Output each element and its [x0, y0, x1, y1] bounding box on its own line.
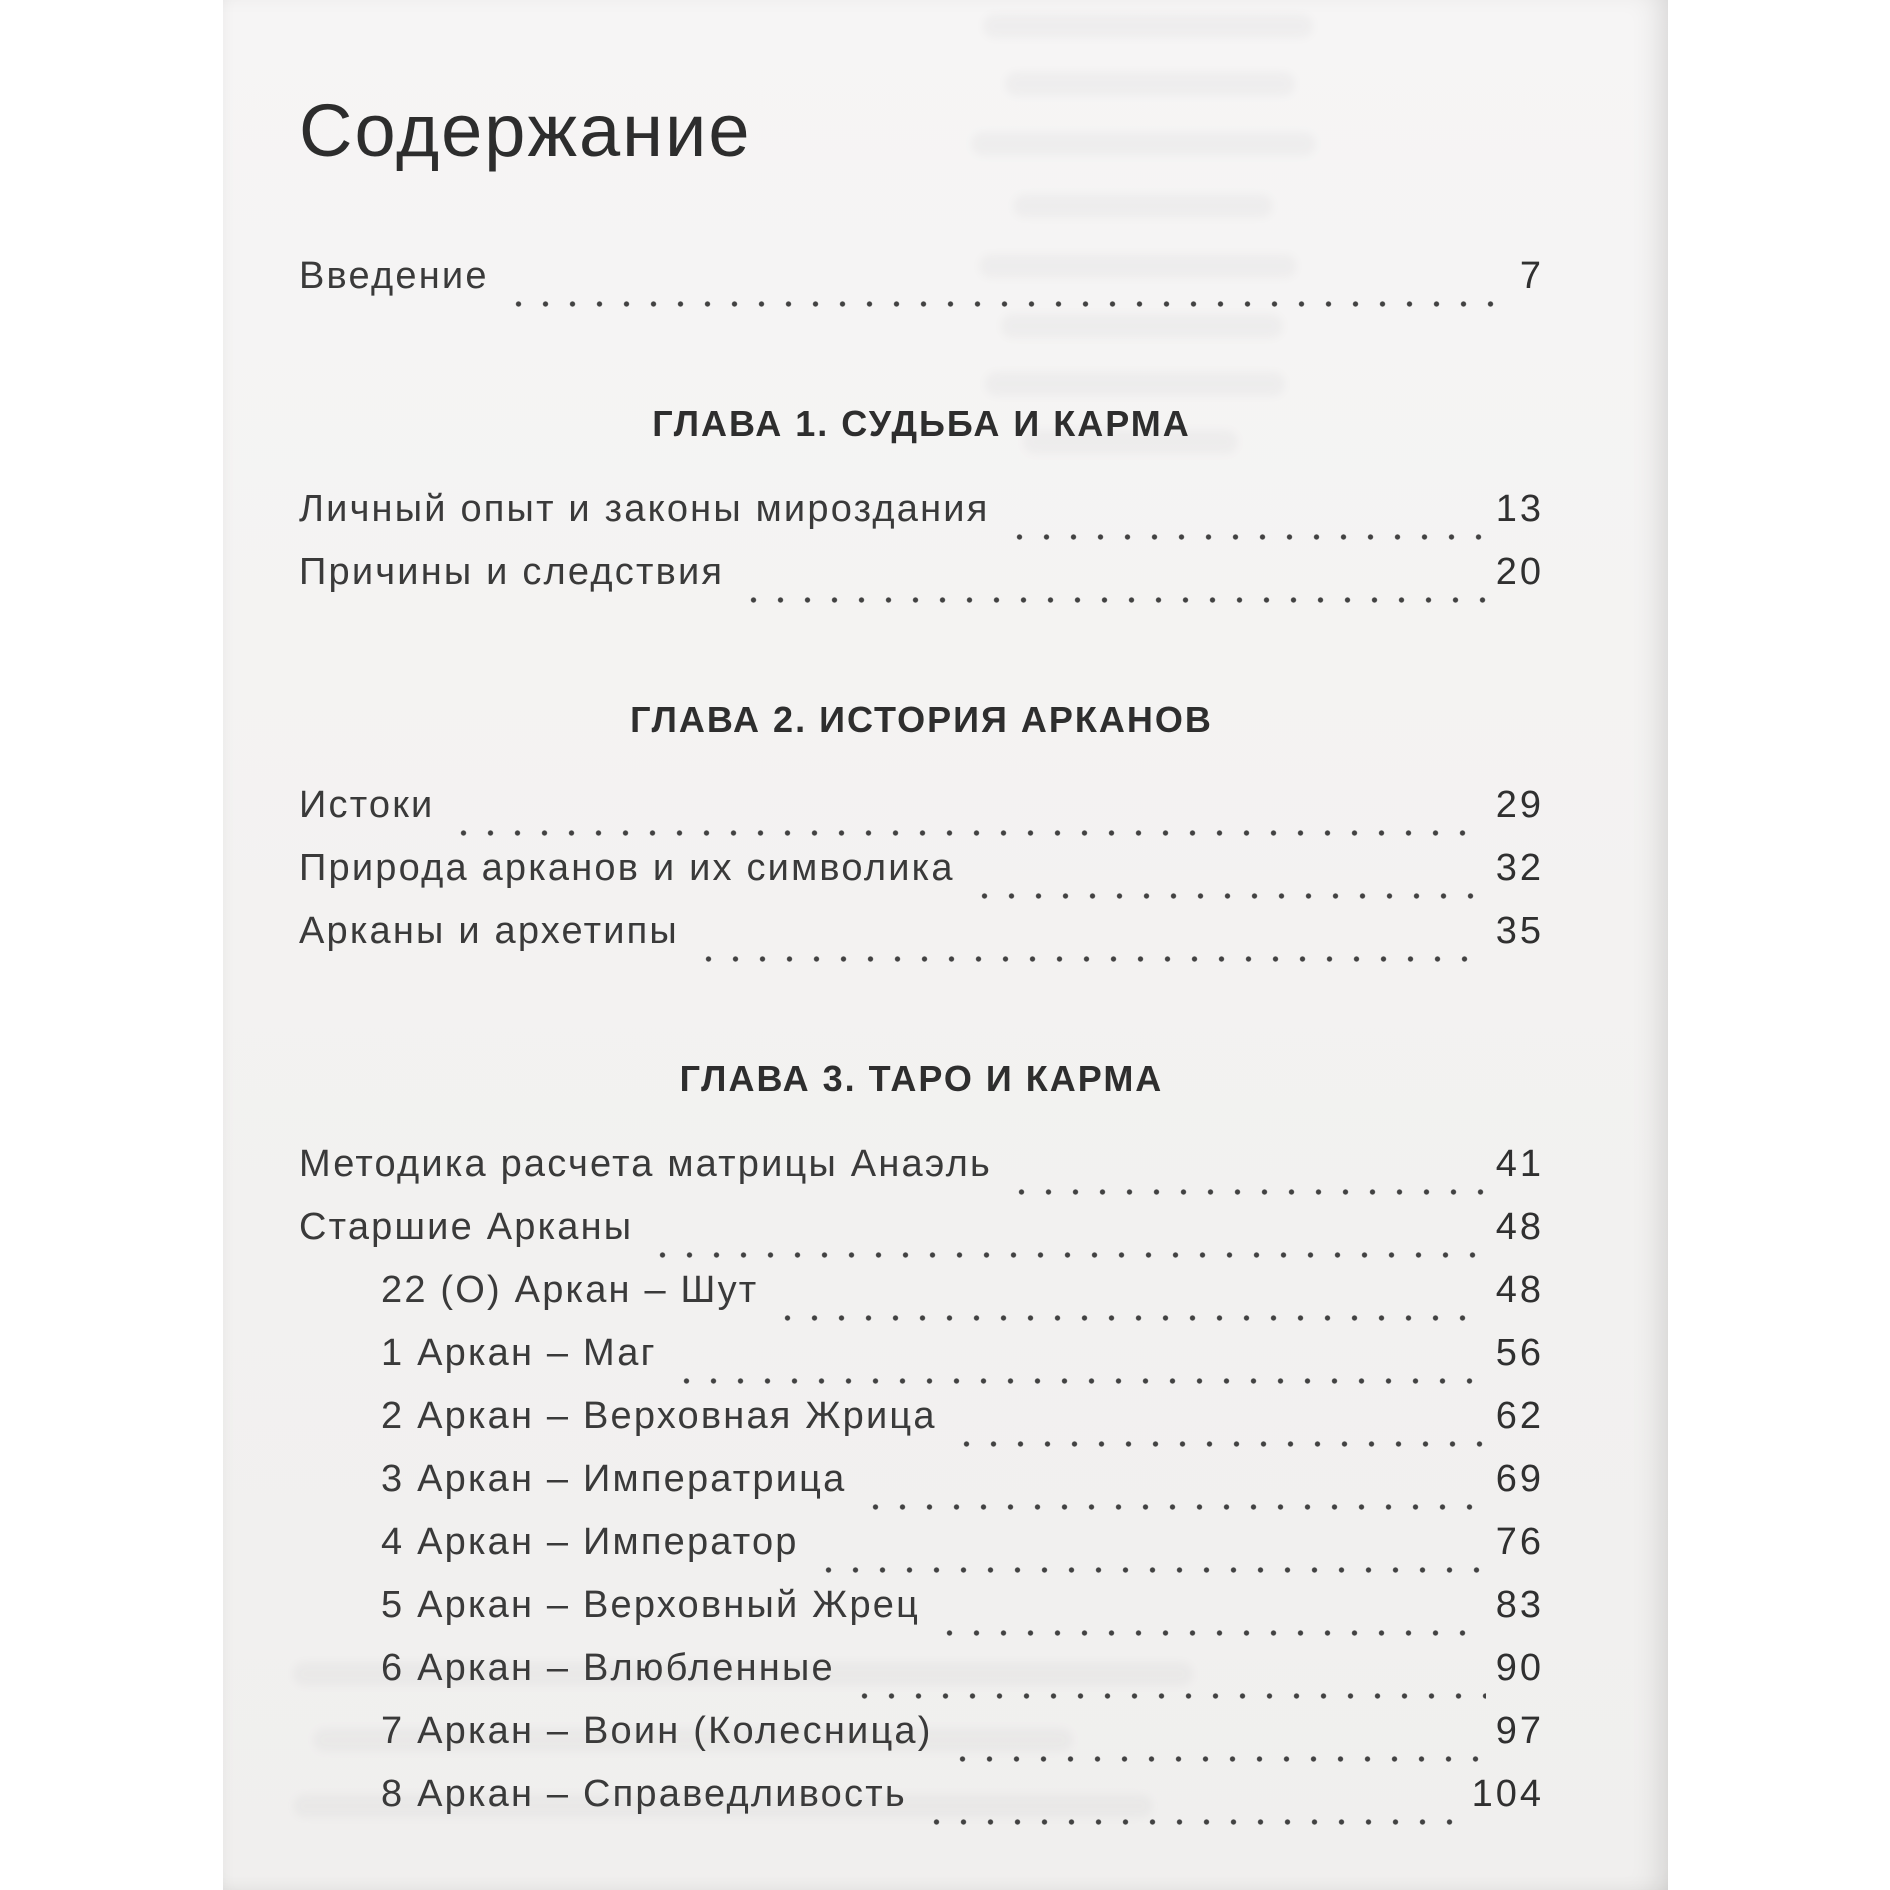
toc-page-number: 56	[1495, 1332, 1544, 1375]
toc-item-label: Методика расчета матрицы Анаэль	[299, 1143, 992, 1186]
toc-item	[299, 1584, 1544, 1647]
chapter-heading: ГЛАВА 2. ИСТОРИЯ АРКАНОВ	[630, 699, 1213, 741]
toc-page-number: 32	[1495, 847, 1544, 890]
dot-leader	[949, 1710, 1486, 1773]
toc-item-label: 2 Аркан – Верховная Жрица	[381, 1395, 937, 1438]
toc-item	[299, 1521, 1544, 1584]
toc-page-number: 90	[1495, 1647, 1544, 1690]
toc-item-label: 7 Аркан – Воин (Колесница)	[381, 1710, 933, 1753]
dot-leader	[851, 1647, 1486, 1710]
dot-leader	[1006, 488, 1486, 551]
toc-item	[299, 1269, 1544, 1332]
dot-leader	[695, 910, 1486, 973]
toc-page-number: 48	[1495, 1206, 1544, 1249]
toc-list	[299, 255, 1544, 1836]
toc-item	[299, 1395, 1544, 1458]
toc-page-number: 97	[1495, 1710, 1544, 1753]
dot-leader	[953, 1395, 1486, 1458]
toc-item-label: Арканы и архетипы	[299, 910, 679, 953]
toc-item-label: 22 (О) Аркан – Шут	[381, 1269, 759, 1312]
toc-item	[299, 255, 1544, 318]
toc-page-number: 69	[1495, 1458, 1544, 1501]
toc-item	[299, 1647, 1544, 1710]
toc-item	[299, 551, 1544, 614]
toc-page-number: 41	[1495, 1143, 1544, 1186]
toc-item	[299, 1773, 1544, 1836]
dot-leader	[923, 1773, 1462, 1836]
toc-item	[299, 488, 1544, 551]
toc-page-number: 83	[1495, 1584, 1544, 1627]
dot-leader	[936, 1584, 1486, 1647]
book-page	[223, 0, 1668, 1890]
toc-item-label: Природа арканов и их символика	[299, 847, 955, 890]
toc-item	[299, 1710, 1544, 1773]
dot-leader	[673, 1332, 1486, 1395]
toc-item	[299, 1143, 1544, 1206]
toc-item	[299, 1332, 1544, 1395]
toc-item	[299, 784, 1544, 847]
table-of-contents	[223, 0, 1668, 1890]
toc-page-number: 29	[1495, 784, 1544, 827]
dot-leader	[450, 784, 1485, 847]
dot-leader	[505, 255, 1510, 318]
toc-item-label: Причины и следствия	[299, 551, 725, 594]
toc-item-label: Личный опыт и законы мироздания	[299, 488, 990, 531]
chapter-heading: ГЛАВА 3. ТАРО И КАРМА	[679, 1058, 1164, 1100]
dot-leader	[774, 1269, 1485, 1332]
dot-leader	[1008, 1143, 1486, 1206]
page-title: Содержание	[299, 89, 752, 172]
toc-item	[299, 910, 1544, 973]
toc-page-number: 62	[1495, 1395, 1544, 1438]
dot-leader	[740, 551, 1486, 614]
toc-page-number: 7	[1519, 255, 1544, 298]
toc-page-number: 35	[1495, 910, 1544, 953]
dot-leader	[815, 1521, 1486, 1584]
toc-item-label: 8 Аркан – Справедливость	[381, 1773, 907, 1816]
toc-page-number: 13	[1495, 488, 1544, 531]
toc-item-label: Введение	[299, 255, 489, 298]
toc-item-label: 6 Аркан – Влюбленные	[381, 1647, 835, 1690]
chapter-heading: ГЛАВА 1. СУДЬБА И КАРМА	[652, 403, 1191, 445]
toc-item-label: Истоки	[299, 784, 435, 827]
toc-item	[299, 1458, 1544, 1521]
toc-item-label: 3 Аркан – Императрица	[381, 1458, 847, 1501]
toc-page-number: 48	[1495, 1269, 1544, 1312]
toc-item-label: 4 Аркан – Император	[381, 1521, 799, 1564]
toc-item	[299, 1206, 1544, 1269]
dot-leader	[971, 847, 1486, 910]
toc-item-label: 5 Аркан – Верховный Жрец	[381, 1584, 921, 1627]
dot-leader	[862, 1458, 1485, 1521]
toc-page-number: 104	[1471, 1773, 1544, 1816]
toc-item-label: 1 Аркан – Маг	[381, 1332, 657, 1375]
toc-page-number: 20	[1495, 551, 1544, 594]
dot-leader	[649, 1206, 1485, 1269]
toc-page-number: 76	[1495, 1521, 1544, 1564]
toc-item-label: Старшие Арканы	[299, 1206, 634, 1249]
toc-item	[299, 847, 1544, 910]
